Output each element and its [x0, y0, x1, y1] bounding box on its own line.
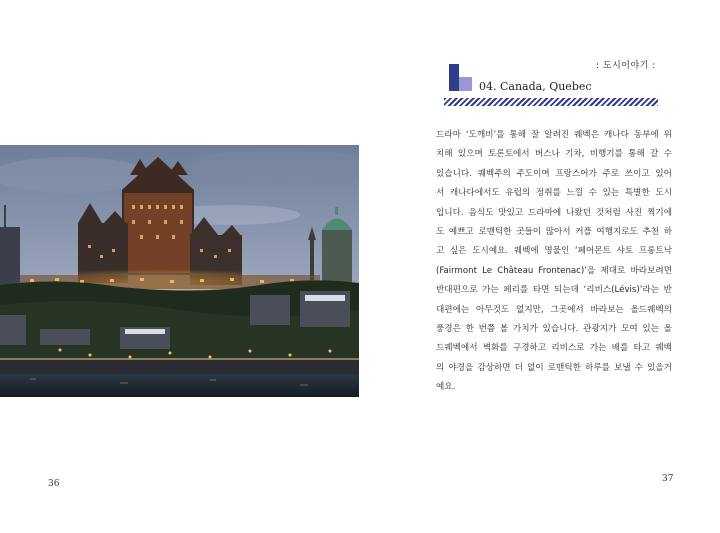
- chapter-title: 04. Canada, Quebec: [479, 80, 592, 93]
- body-line: 입니다. 음식도 맛있고 드라마에 나왔던 것처럼 사진 찍기에: [436, 207, 672, 218]
- body-line: 대편에는 아무것도 없지만, 그곳에서 바라보는 올드퀘벡의: [436, 304, 672, 315]
- chateau-frontenac-photo: [0, 145, 359, 397]
- page-number: 37: [662, 474, 674, 484]
- body-line: 의 야경을 감상하면 더 없이 로맨틱한 하루를 보낼 수 있을거: [436, 362, 672, 373]
- chapter-divider-stripe: [444, 98, 658, 106]
- body-text: [436, 126, 672, 397]
- series-label: : 도시이야기 :: [596, 61, 656, 71]
- body-line: 드퀘벡에서 벽화를 구경하고 리비스로 가는 배를 타고 퀘백: [436, 343, 672, 354]
- body-line: 예요.: [436, 382, 456, 393]
- body-line: 고 싶은 도시예요. 퀘벡에 명물인 ‘페어몬트 샤토 프롱트낙: [436, 246, 672, 257]
- body-line: (Fairmont Le Château Frontenac)’을 제대로 바라보려면: [436, 265, 672, 276]
- chapter-marker-light: [459, 77, 472, 91]
- chapter-marker-dark: [449, 64, 459, 91]
- body-line: 치해 있으며 토론토에서 버스나 기차, 비행기를 통해 갈 수: [436, 149, 672, 160]
- body-line: 풍경은 한 번쯤 볼 가치가 있습니다. 관광지가 모여 있는 올: [436, 323, 672, 334]
- body-line: 도 예쁘고 로맨틱한 곳들이 많아서 커플 여행지로도 추천 하: [436, 226, 672, 237]
- body-line: 있습니다. 퀘벡주의 주도이며 프랑스어가 주로 쓰이고 있어: [436, 168, 672, 179]
- page-number: 36: [48, 479, 60, 489]
- body-line: 드라마 ‘도깨비’를 통해 잘 알려진 퀘벡은 캐나다 동부에 위: [436, 130, 672, 140]
- body-line: 서 캐나다에서도 유럽의 정취를 느낄 수 있는 특별한 도시: [436, 188, 672, 199]
- right-page: [360, 0, 720, 533]
- body-line: 반대편으로 가는 페리를 타면 되는데 ‘리비스(Lévis)’라는 반: [436, 285, 672, 296]
